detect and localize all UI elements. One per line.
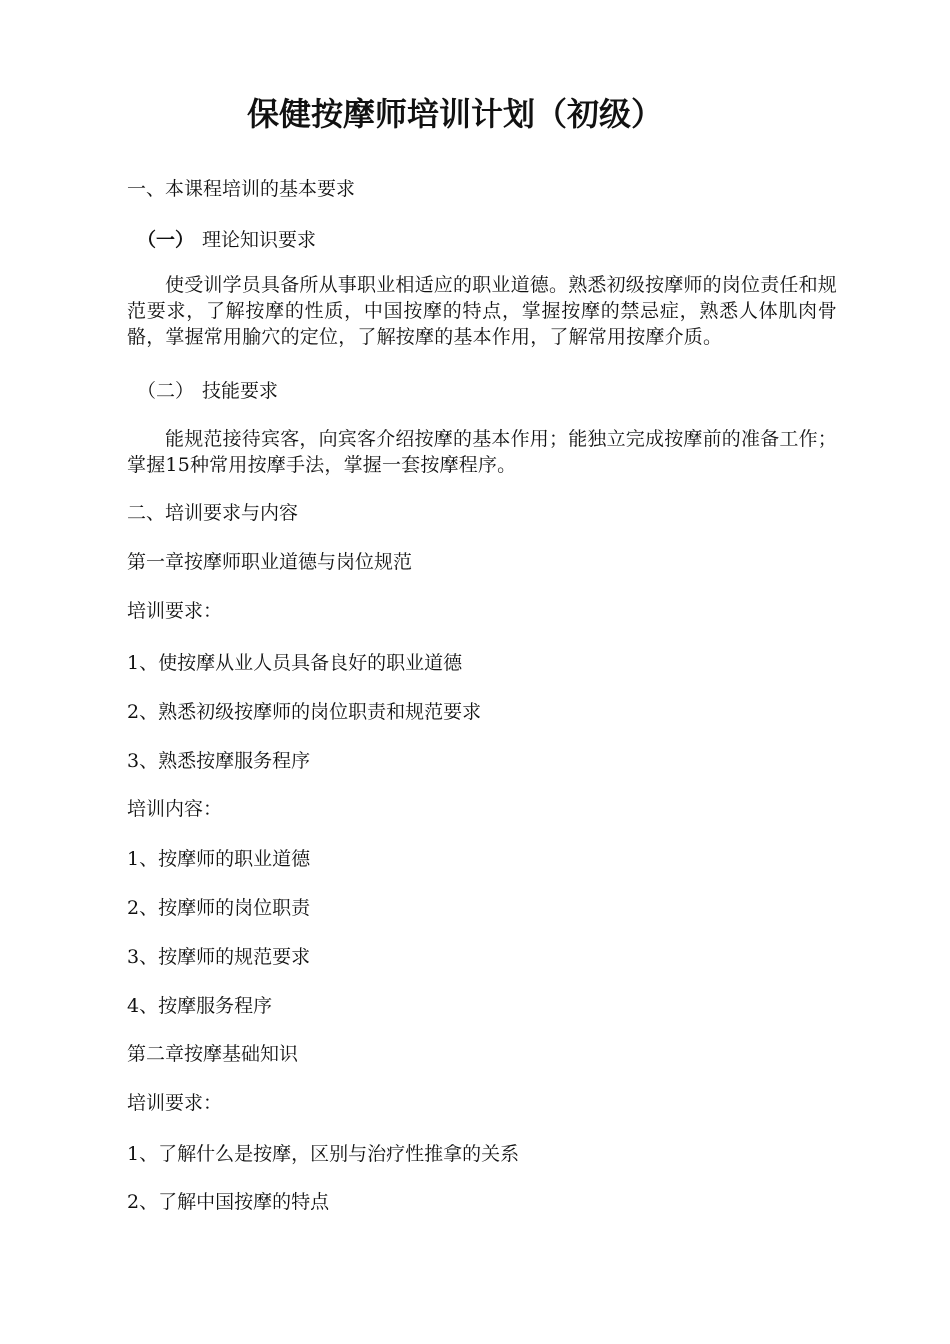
section-heading-1: 一、本课程培训的基本要求 (127, 178, 356, 200)
paragraph-skills: 能规范接待宾客，向宾客介绍按摩的基本作用；能独立完成按摩前的准备工作；掌握15种常用按摩手法，掌握一套按摩程序。 (127, 428, 838, 476)
chapter-1-title: 第一章按摩师职业道德与岗位规范 (127, 551, 413, 573)
list-item: 1、使按摩从业人员具备良好的职业道德 (127, 652, 463, 674)
list-item: 3、熟悉按摩服务程序 (127, 750, 311, 772)
chapter-1-req-label: 培训要求： (127, 600, 223, 622)
subsection-number: （一） (137, 229, 195, 251)
subsection-number: （二） (137, 380, 195, 402)
chapter-1-content-label: 培训内容： (127, 798, 223, 820)
document-title: 保健按摩师培训计划（初级） (246, 95, 663, 133)
list-item: 2、了解中国按摩的特点 (127, 1191, 330, 1213)
list-item: 4、按摩服务程序 (127, 995, 273, 1017)
list-item: 3、按摩师的规范要求 (127, 946, 311, 968)
list-item: 1、按摩师的职业道德 (127, 848, 311, 870)
chapter-2-req-label: 培训要求： (127, 1092, 223, 1114)
subsection-heading-skills (137, 378, 278, 404)
chapter-2-title: 第二章按摩基础知识 (127, 1043, 299, 1065)
subsection-label: 技能要求 (202, 380, 279, 402)
subsection-label: 理论知识要求 (202, 229, 317, 251)
list-item: 2、按摩师的岗位职责 (127, 897, 311, 919)
list-item: 2、熟悉初级按摩师的岗位职责和规范要求 (127, 701, 482, 723)
paragraph-theory: 使受训学员具备所从事职业相适应的职业道德。熟悉初级按摩师的岗位责任和规范要求，了解按摩的性质，中国按摩的特点，掌握按摩的禁忌症，熟悉人体肌肉骨骼，掌握常用腧穴的定位，了解按摩的基本作用，了解常用按摩介质。 (127, 274, 838, 348)
subsection-heading-theory (137, 227, 316, 253)
list-item: 1、了解什么是按摩，区别与治疗性推拿的关系 (127, 1143, 520, 1165)
section-heading-2: 二、培训要求与内容 (127, 502, 299, 524)
